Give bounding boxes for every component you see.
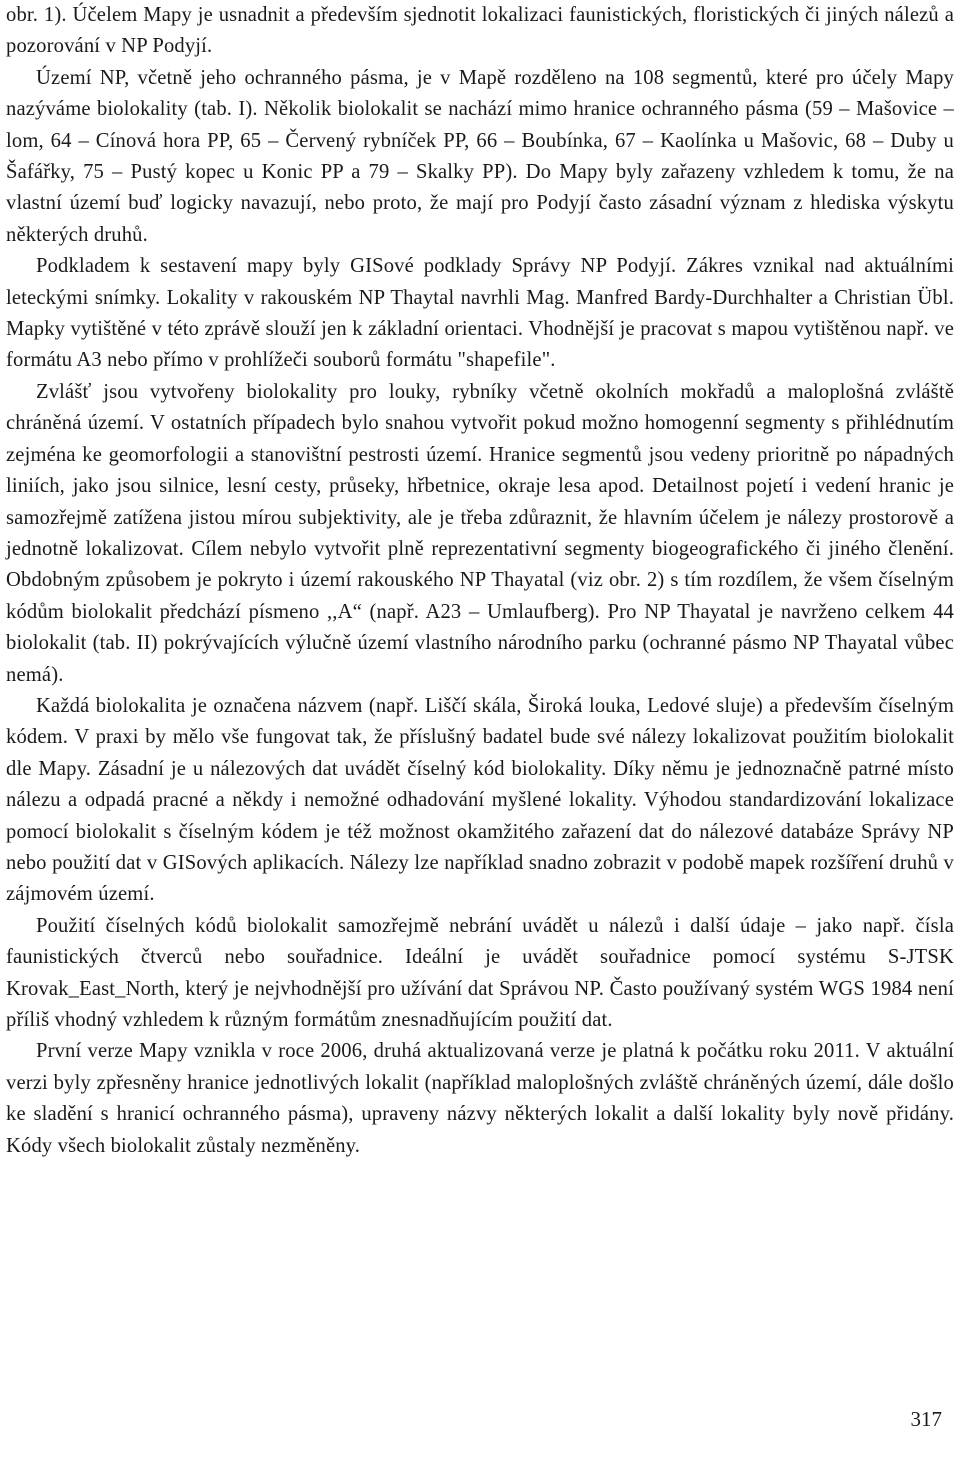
paragraph-2: Území NP, včetně jeho ochranného pásma, je v Mapě rozděleno na 108 segmentů, které pro účely Mapy nazýváme biolokality (tab. I). Několik biolokalit se nachází mimo hranice ochranného pásma (59 – Mašovice – lom, 64 – Cínová hora PP, 65 – Červený rybníček PP, 66 – Boubínka, 67 – Kaolínka u Mašovic, 68 – Duby u Šafářky, 75 – Pustý kopec u Konic PP a 79 – Skalky PP). Do Mapy byly zařazeny vzhledem k tomu, že na vlastní území buď logicky navazují, nebo proto, že mají pro Podyjí často zásadní význam z hlediska výskytu některých druhů. [6,66,954,246]
paragraph-4: Zvlášť jsou vytvořeny biolokality pro louky, rybníky včetně okolních mokřadů a maloplošná zvláště chráněná území. V ostatních případech bylo snahou vytvořit pokud možno homogenní segmenty s přihlédnutím zejména ke geomorfologii a stanovištní pestrosti území. Hranice segmentů jsou vedeny prioritně po nápadných liniích, jako jsou silnice, lesní cesty, průseky, hřbetnice, okraje lesa apod. Detailnost pojetí i vedení hranic je samozřejmě zatížena jistou mírou subjektivity, ale je třeba zdůraznit, že hlavním účelem je nálezy prostorově a jednotně lokalizovat. Cílem nebylo vytvořit plně reprezentativní segmenty biogeografického či jiného členění. Obdobným způsobem je pokryto i území rakouského NP Thayatal (viz obr. 2) s tím rozdílem, že všem číselným kódům biolokalit předchází písmeno ,,A“ (např. A23 – Umlaufberg). Pro NP Thayatal je navrženo celkem 44 biolokalit (tab. II) pokrývajících výlučně území vlastního národního parku (ochranné pásmo NP Thayatal vůbec nemá). [6,380,954,686]
paragraph-3: Podkladem k sestavení mapy byly GISové podklady Správy NP Podyjí. Zákres vznikal nad aktuálními leteckými snímky. Lokality v rakouském NP Thaytal navrhli Mag. Manfred Bardy-Durchhalter a Christian Übl. Mapky vytištěné v této zprávě slouží jen k základní orientaci. Vhodnější je pracovat s mapou vytištěnou např. ve formátu A3 nebo přímo v prohlížeči souborů formátu "shapefile". [6,255,954,372]
page-number: 317 [910,1407,942,1431]
paragraph-1: obr. 1). Účelem Mapy je usnadnit a především sjednotit lokalizaci faunistických, floristických či jiných nálezů a pozorování v NP Podyjí. [6,4,954,58]
paragraph-6: Použití číselných kódů biolokalit samozřejmě nebrání uvádět u nálezů i další údaje – jako např. čísla faunistických čtverců nebo souřadnice. Ideální je uvádět souřadnice pomocí systému S-JTSK Krovak_East_North, který je nejvhodnější pro užívání dat Správou NP. Často používaný systém WGS 1984 není příliš vhodný vzhledem k různým formátům znesnadňujícím použití dat. [6,914,954,1031]
paragraph-7: První verze Mapy vznikla v roce 2006, druhá aktualizovaná verze je platná k počátku roku 2011. V aktuální verzi byly zpřesněny hranice jednotlivých lokalit (například maloplošných zvláště chráněných území, dále došlo ke sladění s hranicí ochranného pásma), upraveny názvy některých lokalit a další lokality byly nově přidány. Kódy všech biolokalit zůstaly nezměněny. [6,1040,954,1157]
document-body [6,0,954,1162]
paragraph-5: Každá biolokalita je označena názvem (např. Liščí skála, Široká louka, Ledové sluje) a především číselným kódem. V praxi by mělo vše fungovat tak, že příslušný badatel bude své nálezy lokalizovat použitím biolokalit dle Mapy. Zásadní je u nálezových dat uvádět číselný kód biolokality. Díky němu je jednoznačně patrné místo nálezu a odpadá pracné a někdy i nemožné odhadování myšlené lokality. Výhodou standardizování lokalizace pomocí biolokalit s číselným kódem je též možnost okamžitého zařazení dat do nálezové databáze Správy NP nebo použití dat v GISových aplikacích. Nálezy lze například snadno zobrazit v podobě mapek rozšíření druhů v zájmovém území. [6,694,954,906]
